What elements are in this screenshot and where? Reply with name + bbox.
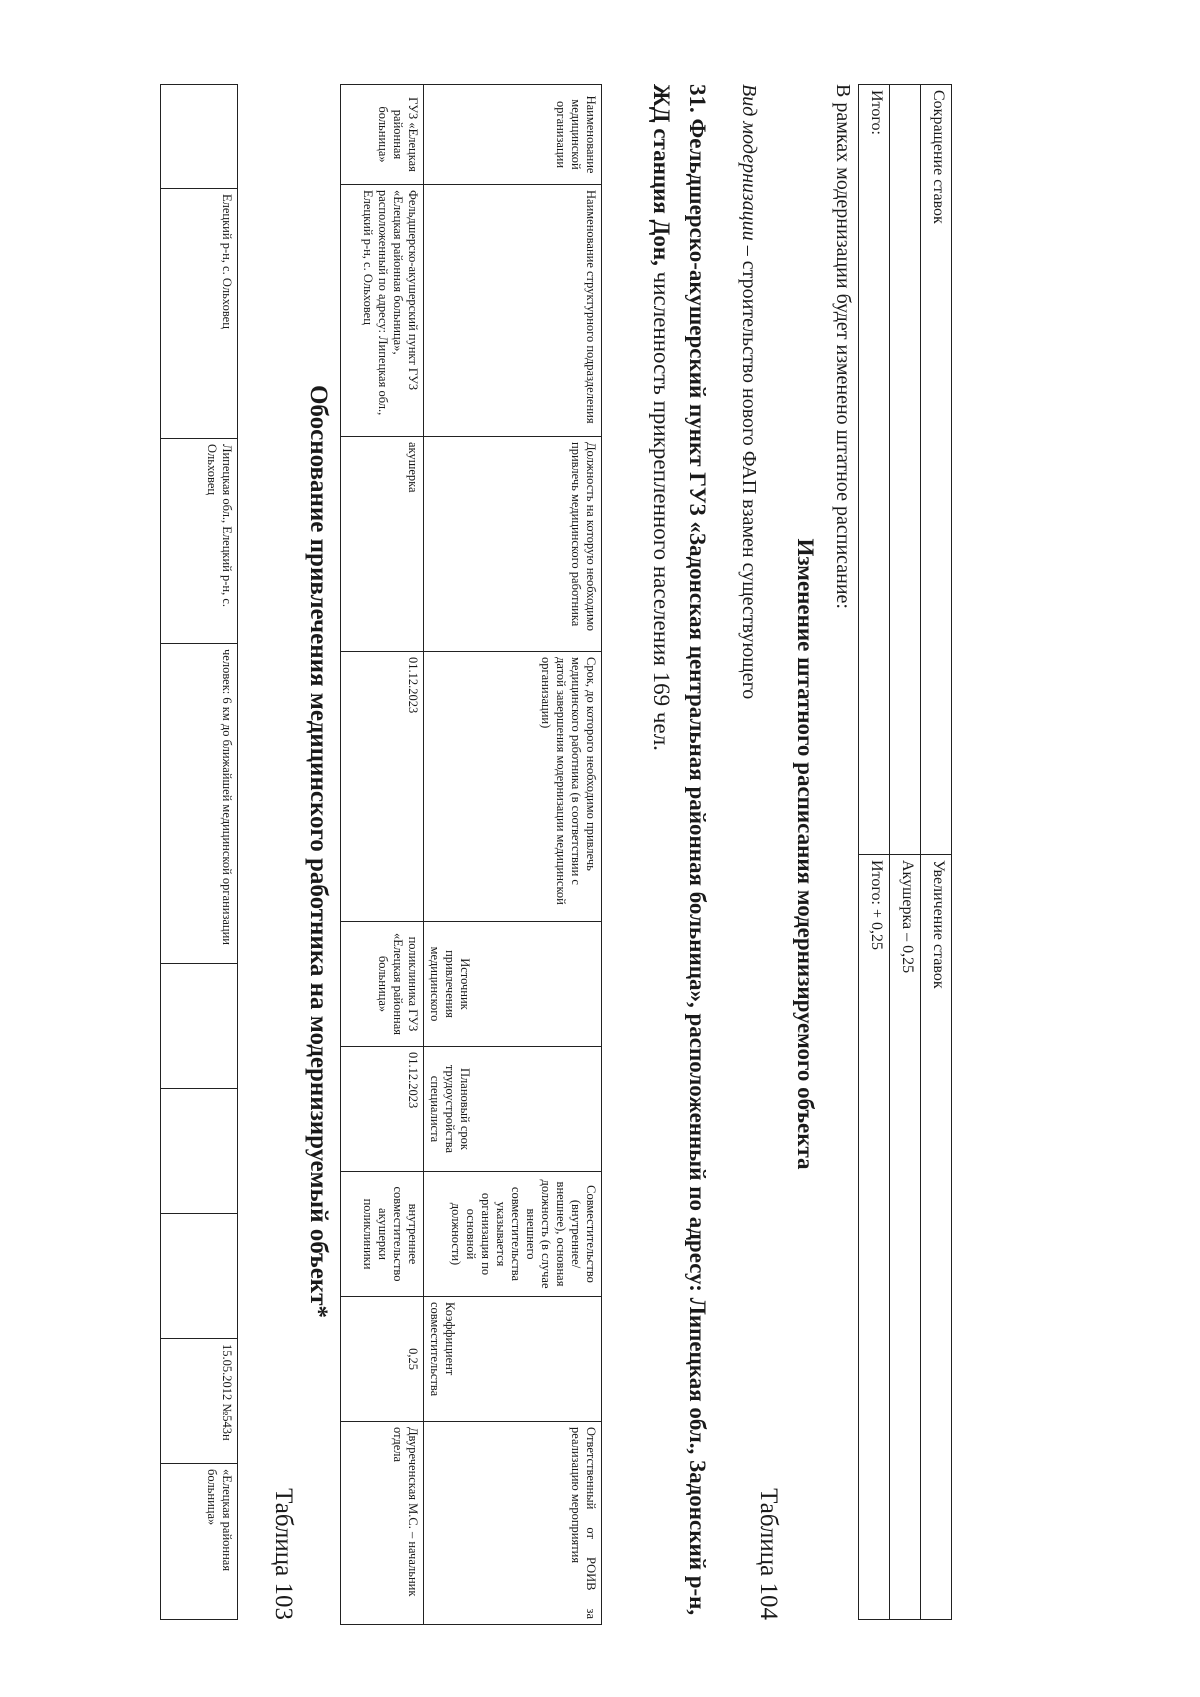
modernization-label: Вид модернизации [738, 84, 760, 241]
cell-deadline: 01.12.2023 [341, 652, 424, 922]
modernization-value: – строительство нового ФАП взамен существующего [738, 240, 760, 700]
table103 [340, 84, 602, 1625]
reduction-header: Сокращение ставок [921, 85, 952, 855]
top-cell-locality: Елецкий р-н, с. Ольховец [161, 189, 238, 439]
hdr-unit: Наименование структурного подразделения [424, 185, 602, 437]
cell-org: ГУЗ «Елецкая районная больница» [341, 85, 424, 185]
hdr-deadline: Срок, до которого необходимо привлечь медицинского работника (в соответствии с датой завершения модернизации медицинской организации) [424, 652, 602, 922]
hdr-resp: Ответственный от РОИВ за реализацию мероприятия [424, 1422, 602, 1625]
cell-source: поликлиника ГУЗ «Елецкая районная больница» [341, 922, 424, 1047]
hdr-position: Должность на которую необходимо привлечь медицинского работника [424, 437, 602, 652]
increase-item: Акушерка – 0,25 [890, 855, 921, 1620]
cell-planned: 01.12.2023 [341, 1047, 424, 1172]
increase-header: Увеличение ставок [921, 855, 952, 1620]
increase-total: Итого: + 0,25 [859, 855, 890, 1620]
section31-heading-text: 31. Фельдшерско-акушерский пункт ГУЗ «Задонская центральная районная больница», расположенный по адресу: Липецкая обл., Задонский р-н, ЖД станция Дон, [649, 84, 710, 1616]
table103-title: Обоснование привлечения медицинского работника на модернизируемый объект* [305, 384, 332, 1318]
cell-combo: внутреннее совместительство акушерки поликлиники [341, 1172, 424, 1297]
table104-caption: Таблица 104 [755, 1488, 782, 1620]
top-cell-6 [161, 1214, 238, 1339]
reduction-item [890, 85, 921, 855]
hdr-combo: Совместительство (внутреннее/внешнее), основная должность (в случае внешнего совместительства указывается организация по основной должности) [424, 1172, 602, 1297]
hdr-coef: Коэффициент совместительства [424, 1297, 602, 1422]
table-row [890, 85, 921, 1620]
cell-coef: 0,25 [341, 1297, 424, 1422]
hdr-source: Источник привлечения медицинского [424, 922, 602, 1047]
top-cell-address: Липецкая обл., Елецкий р-н, с. Ольховец [161, 439, 238, 644]
table103-caption: Таблица 103 [270, 1488, 297, 1620]
reduction-total: Итого: [859, 85, 890, 855]
top-table-row [161, 85, 238, 1620]
table-row [341, 85, 424, 1625]
cell-resp: Двуреченская М.С. – начальник отдела [341, 1422, 424, 1625]
top-cell-order: 15.05.2012 №543н [161, 1339, 238, 1464]
section31-heading [643, 84, 715, 1624]
table104-intro: В рамках модернизации будет изменено штатное расписание: [832, 84, 854, 609]
hdr-planned: Плановый срок трудоустройства специалиста [424, 1047, 602, 1172]
top-cell-distance: человек: 6 км до ближайшей медицинской организации [161, 644, 238, 964]
table104 [858, 84, 952, 1620]
top-cell-hospital: «Елецкая районная больница» [161, 1464, 238, 1620]
table104-header-row [921, 85, 952, 1620]
section31-population: численность прикрепленного населения 169 чел. [649, 265, 674, 751]
top-cell-0 [161, 85, 238, 189]
cell-unit: Фельдшерско-акушерский пункт ГУЗ «Елецкая районная больница», расположенный по адресу: Липецкая обл., Елецкий р-н, с. Ольховец [341, 185, 424, 437]
table103-header-row [424, 85, 602, 1625]
section31-modernization [737, 84, 760, 984]
top-cell-5 [161, 1089, 238, 1214]
hdr-org: Наименование медицинской организации [424, 85, 602, 185]
top-cell-4 [161, 964, 238, 1089]
table104-total-row [859, 85, 890, 1620]
table104-title: Изменение штатного расписания модернизируемого объекта [793, 538, 818, 1170]
top-table [160, 84, 238, 1620]
cell-position: акушерка [341, 437, 424, 652]
